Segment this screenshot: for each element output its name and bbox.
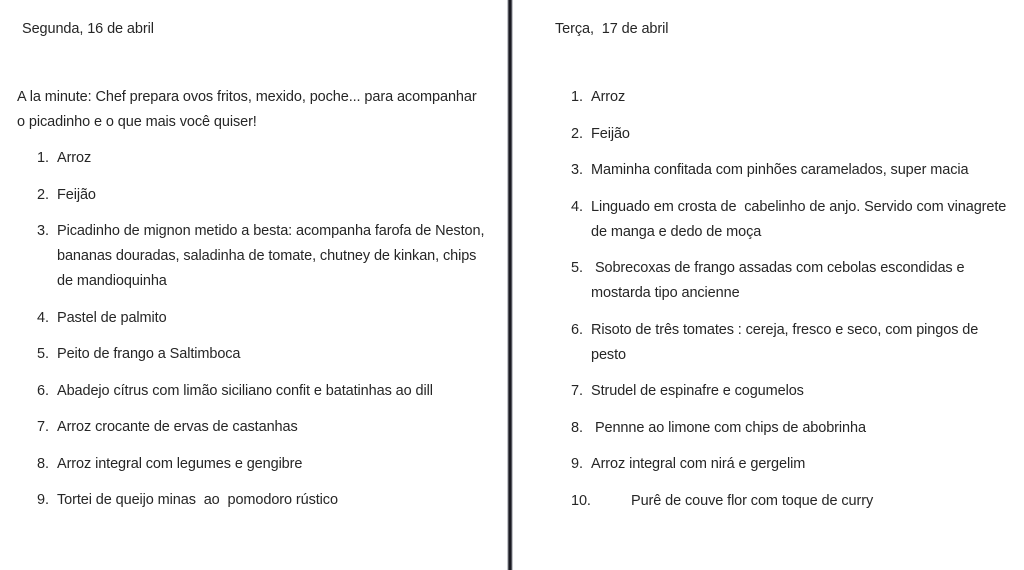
list-item bbox=[37, 183, 487, 208]
item-number: 3. bbox=[37, 223, 49, 239]
item-text: Linguado em crosta de cabelinho de anjo. Servido com vinagrete de manga e dedo de moça bbox=[591, 198, 1011, 240]
list-item bbox=[571, 318, 1011, 368]
item-number: 7. bbox=[571, 383, 583, 399]
item-text: Arroz crocante de ervas de castanhas bbox=[57, 419, 298, 435]
list-item bbox=[571, 85, 1011, 110]
menu-page-monday bbox=[0, 0, 507, 570]
item-number: 9. bbox=[37, 492, 49, 508]
menu-page-tuesday bbox=[514, 0, 1024, 570]
list-item bbox=[37, 452, 487, 477]
item-number: 2. bbox=[37, 186, 49, 203]
item-text: Arroz bbox=[591, 89, 626, 105]
list-item bbox=[37, 306, 487, 331]
item-number: 7. bbox=[37, 419, 49, 435]
item-number: 1. bbox=[37, 150, 49, 166]
list-item bbox=[37, 379, 487, 404]
item-number: 8. bbox=[571, 419, 583, 436]
menu-list bbox=[571, 85, 1011, 525]
list-item bbox=[571, 256, 1011, 306]
list-item bbox=[571, 122, 1011, 147]
item-text: Picadinho de mignon metido a besta: acompanha farofa de Neston, bananas douradas, saladinha de tomate, chutney de kinkan, chips de mandioquinha bbox=[57, 223, 489, 289]
list-item bbox=[571, 158, 1011, 183]
item-text: Maminha confitada com pinhões caramelados, super macia bbox=[591, 162, 969, 178]
item-text: Strudel de espinafre e cogumelos bbox=[591, 383, 804, 399]
item-number: 2. bbox=[571, 125, 583, 142]
list-item bbox=[571, 489, 1011, 514]
item-number: 5. bbox=[37, 346, 49, 362]
item-number: 3. bbox=[571, 162, 583, 178]
item-text: Pastel de palmito bbox=[57, 309, 167, 326]
item-number: 1. bbox=[571, 89, 583, 105]
list-item bbox=[37, 219, 487, 294]
item-text: Abadejo cítrus com limão siciliano confit e batatinhas ao dill bbox=[57, 382, 433, 399]
item-number: 6. bbox=[571, 321, 583, 338]
list-item bbox=[571, 416, 1011, 441]
item-text: Feijão bbox=[57, 186, 96, 203]
list-item bbox=[37, 415, 487, 440]
item-text: Sobrecoxas de frango assadas com cebolas escondidas e mostarda tipo ancienne bbox=[591, 260, 969, 301]
item-text: Peito de frango a Saltimboca bbox=[57, 346, 241, 362]
list-item bbox=[37, 488, 487, 513]
item-text: Arroz integral com nirá e gergelim bbox=[591, 456, 806, 472]
item-text: Risoto de três tomates : cereja, fresco e seco, com pingos de pesto bbox=[591, 321, 983, 363]
item-number: 4. bbox=[571, 198, 583, 215]
page-divider bbox=[507, 0, 513, 570]
list-item bbox=[37, 342, 487, 367]
item-text: Tortei de queijo minas ao pomodoro rústico bbox=[57, 492, 338, 508]
item-number: 9. bbox=[571, 456, 583, 472]
item-number: 8. bbox=[37, 455, 49, 472]
item-number: 10. bbox=[571, 492, 591, 509]
list-item bbox=[37, 146, 487, 171]
menu-list bbox=[37, 146, 487, 525]
item-number: 5. bbox=[571, 260, 583, 276]
item-text: Purê de couve flor com toque de curry bbox=[631, 492, 874, 509]
item-number: 4. bbox=[37, 309, 49, 326]
item-text: Arroz bbox=[57, 150, 92, 166]
intro-paragraph: A la minute: Chef prepara ovos fritos, mexido, poche... para acompanhar o picadinho e o que mais você quiser! bbox=[17, 89, 477, 130]
list-item bbox=[571, 379, 1011, 404]
item-text: Feijão bbox=[591, 125, 630, 142]
item-number: 6. bbox=[37, 382, 49, 399]
list-item bbox=[571, 195, 1011, 245]
list-item bbox=[571, 452, 1011, 477]
day-title: Segunda, 16 de abril bbox=[22, 21, 154, 37]
day-title: Terça, 17 de abril bbox=[555, 21, 669, 37]
item-text: Pennne ao limone com chips de abobrinha bbox=[591, 419, 866, 436]
item-text: Arroz integral com legumes e gengibre bbox=[57, 455, 303, 472]
